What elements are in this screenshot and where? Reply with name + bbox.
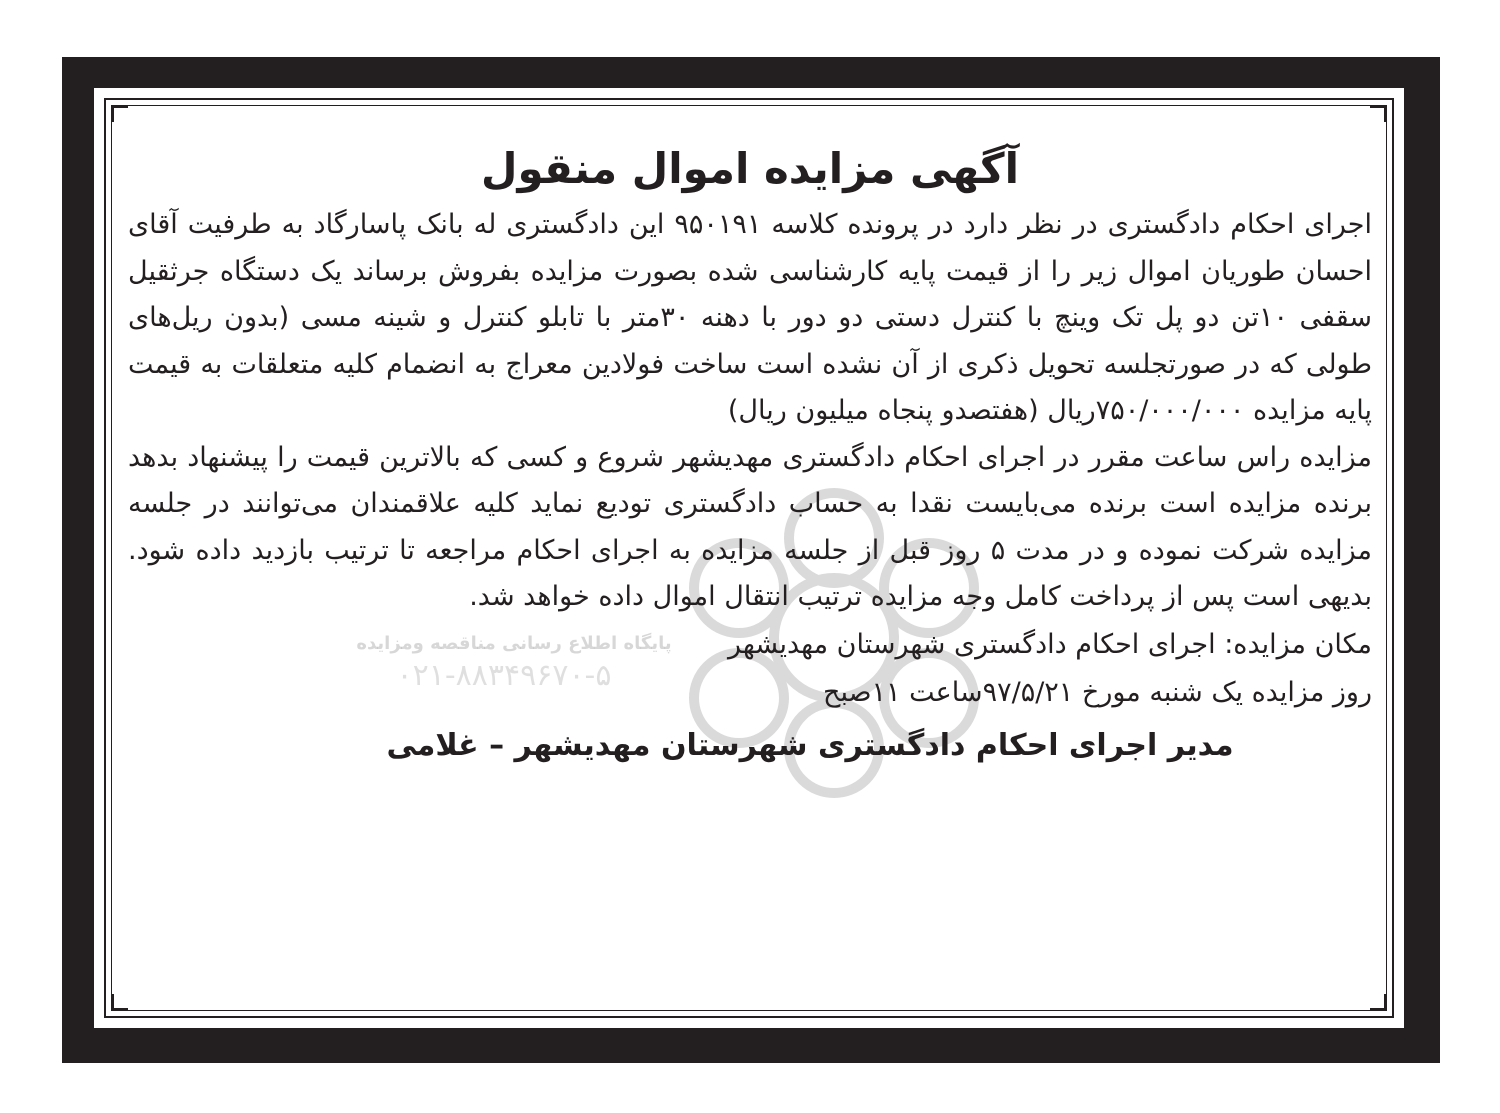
notice-content — [128, 140, 1372, 773]
watermark-site-label: پایگاه اطلاع رسانی مناقصه ومزایده — [356, 633, 672, 654]
notice-panel — [94, 88, 1404, 1028]
corner-ornament-bottom-right — [1370, 994, 1386, 1010]
watermark-phone: ۰۲۱-۸۸۳۴۹۶۷۰-۵ — [396, 658, 612, 693]
corner-ornament-top-left — [112, 106, 128, 122]
notice-title: آگهی مزایده اموال منقول — [481, 144, 1019, 193]
corner-ornament-top-right — [1370, 106, 1386, 122]
notice-location-line: مکان مزایده: اجرای احکام دادگستری شهرستان مهدیشهر — [728, 628, 1372, 660]
notice-paragraph-auction-terms: مزایده راس ساعت مقرر در اجرای احکام دادگستری مهدیشهر شروع و کسی که بالاترین قیمت را پیشنهاد بدهد برنده مزایده است برنده می‌بایست نقدا به حساب دادگستری تودیع نماید کلیه علاقمندان می‌توانند در جلسه مزایده شرکت نموده و در مدت ۵ روز قبل از جلسه مزایده به اجرای احکام مراجعه تا ترتیب بازدید داده شود. بدیهی است پس از پرداخت کامل وجه مزایده ترتیب انتقال اموال داده خواهد شد. — [128, 441, 1372, 612]
corner-ornament-bottom-left — [112, 994, 128, 1010]
notice-date-line: روز مزایده یک شنبه مورخ ۹۷/۵/۲۱ساعت ۱۱صبح — [823, 676, 1372, 708]
notice-paragraph-auction-details: اجرای احکام دادگستری در نظر دارد در پرونده کلاسه ۹۵۰۱۹۱ این دادگستری له بانک پاسارگاد به طرفیت آقای احسان طوریان اموال زیر را از قیمت پایه کارشناسی شده بصورت مزایده بفروش برساند یک دستگاه جرثقیل سقفی ۱۰تن دو پل تک وینچ با کنترل دستی دو دور با دهنه ۳۰متر با تابلو کنترل و شینه مسی (بدون ریل‌های طولی که در صورتجلسه تحویل ذکری از آن نشده است ساخت فولادین معراج به انضمام کلیه متعلقات به قیمت پایه مزایده ۷۵۰/۰۰۰/۰۰۰ریال (هفتصدو پنجاه میلیون ریال) — [128, 209, 1372, 426]
notice-signature: مدیر اجرای احکام دادگستری شهرستان مهدیشهر – غلامی — [386, 727, 1234, 763]
